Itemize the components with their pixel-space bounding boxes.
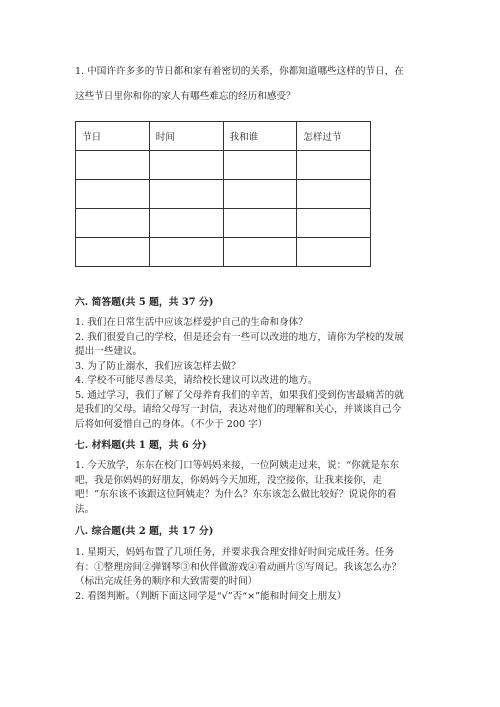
table-cell[interactable] <box>297 209 371 238</box>
question-line: 提出一些建议。 <box>75 346 143 357</box>
table-row <box>76 238 371 267</box>
table-cell[interactable] <box>76 151 150 180</box>
table-cell[interactable] <box>297 238 371 267</box>
question-line: 1. 今天放学，东东在校门口等妈妈来接，一位阿姨走过来，说：“你就是东东 <box>75 460 400 471</box>
question-1-festivals <box>75 60 427 109</box>
question-line: 吧！”东东该不该跟这位阿姨走？为什么？东东该怎么做比较好？说说你的看 <box>75 489 397 500</box>
table-header-row <box>76 122 371 151</box>
section-8-questions <box>75 546 427 604</box>
table-cell[interactable] <box>76 209 150 238</box>
question-line: （标出完成任务的顺序和大致需要的时间） <box>75 576 258 587</box>
table-cell[interactable] <box>223 180 297 209</box>
table-cell[interactable] <box>149 151 223 180</box>
question-line: 后将如何爱惜自己的身体。（不少于 200 字） <box>75 418 268 430</box>
table-cell[interactable] <box>149 238 223 267</box>
question-line: 1. 星期天，妈妈布置了几项任务，并要求我合理安排好时间完成任务。任务 <box>75 547 395 558</box>
table-cell[interactable] <box>76 180 150 209</box>
table-cell[interactable] <box>149 209 223 238</box>
section-8-heading: 八. 综合题(共 2 题，共 17 分) <box>75 526 214 537</box>
table-cell[interactable] <box>297 151 371 180</box>
section-6-heading: 六. 简答题(共 5 题，共 37 分) <box>75 297 214 308</box>
question-line: 5. 通过学习，我们了解了父母养育我们的辛苦，如果我们受到伤害最痛苦的就 <box>75 389 404 401</box>
section-7-heading: 七. 材料题(共 1 题，共 6 分) <box>75 440 207 451</box>
festival-table <box>75 121 371 267</box>
question-line: 3. 为了防止溺水，我们应该怎样去做？ <box>75 360 241 372</box>
table-cell[interactable] <box>297 180 371 209</box>
question-line: 1. 中国许许多多的节日都和家有着密切的关系，你都知道哪些这样的节日，在 <box>75 66 404 77</box>
section-6-questions <box>75 316 427 432</box>
question-line: 法。 <box>75 503 95 515</box>
question-line: 这些节日里你和你的家人有哪些难忘的经历和感受？ <box>75 90 296 102</box>
table-cell[interactable] <box>223 209 297 238</box>
table-cell[interactable] <box>149 180 223 209</box>
table-header-cell: 我和谁 <box>223 122 297 151</box>
question-line: 吧，我是你妈妈的好朋友，你妈妈今天加班，没空接你，让我来接你，走 <box>75 474 382 486</box>
table-cell[interactable] <box>223 151 297 180</box>
table-row <box>76 209 371 238</box>
question-line: 4. 学校不可能尽善尽美，请给校长建议可以改进的地方。 <box>75 375 318 386</box>
table-header-cell: 时间 <box>149 122 223 151</box>
question-line: 有：①整理房间②弹钢琴③和伙伴做游戏④看动画片⑤写周记。我该怎么办？ <box>75 561 402 573</box>
table-header-cell: 节日 <box>76 122 150 151</box>
table-row <box>76 180 371 209</box>
question-line: 1. 我们在日常生活中应该怎样爱护自己的生命和身体？ <box>75 317 308 328</box>
table-cell[interactable] <box>76 238 150 267</box>
question-line: 2. 看图判断。（判断下面这同学是“√”否“×”能和时间交上朋友） <box>75 590 347 602</box>
table-header-cell: 怎样过节 <box>297 122 371 151</box>
table-row <box>76 151 371 180</box>
table-cell[interactable] <box>223 238 297 267</box>
section-7-questions <box>75 459 427 517</box>
question-line: 2. 我们很爱自己的学校，但是还会有一些可以改进的地方，请你为学校的发展 <box>75 331 404 343</box>
question-line: 是我们的父母。请给父母写一封信，表达对他们的理解和关心，并谈谈自己今 <box>75 404 402 415</box>
